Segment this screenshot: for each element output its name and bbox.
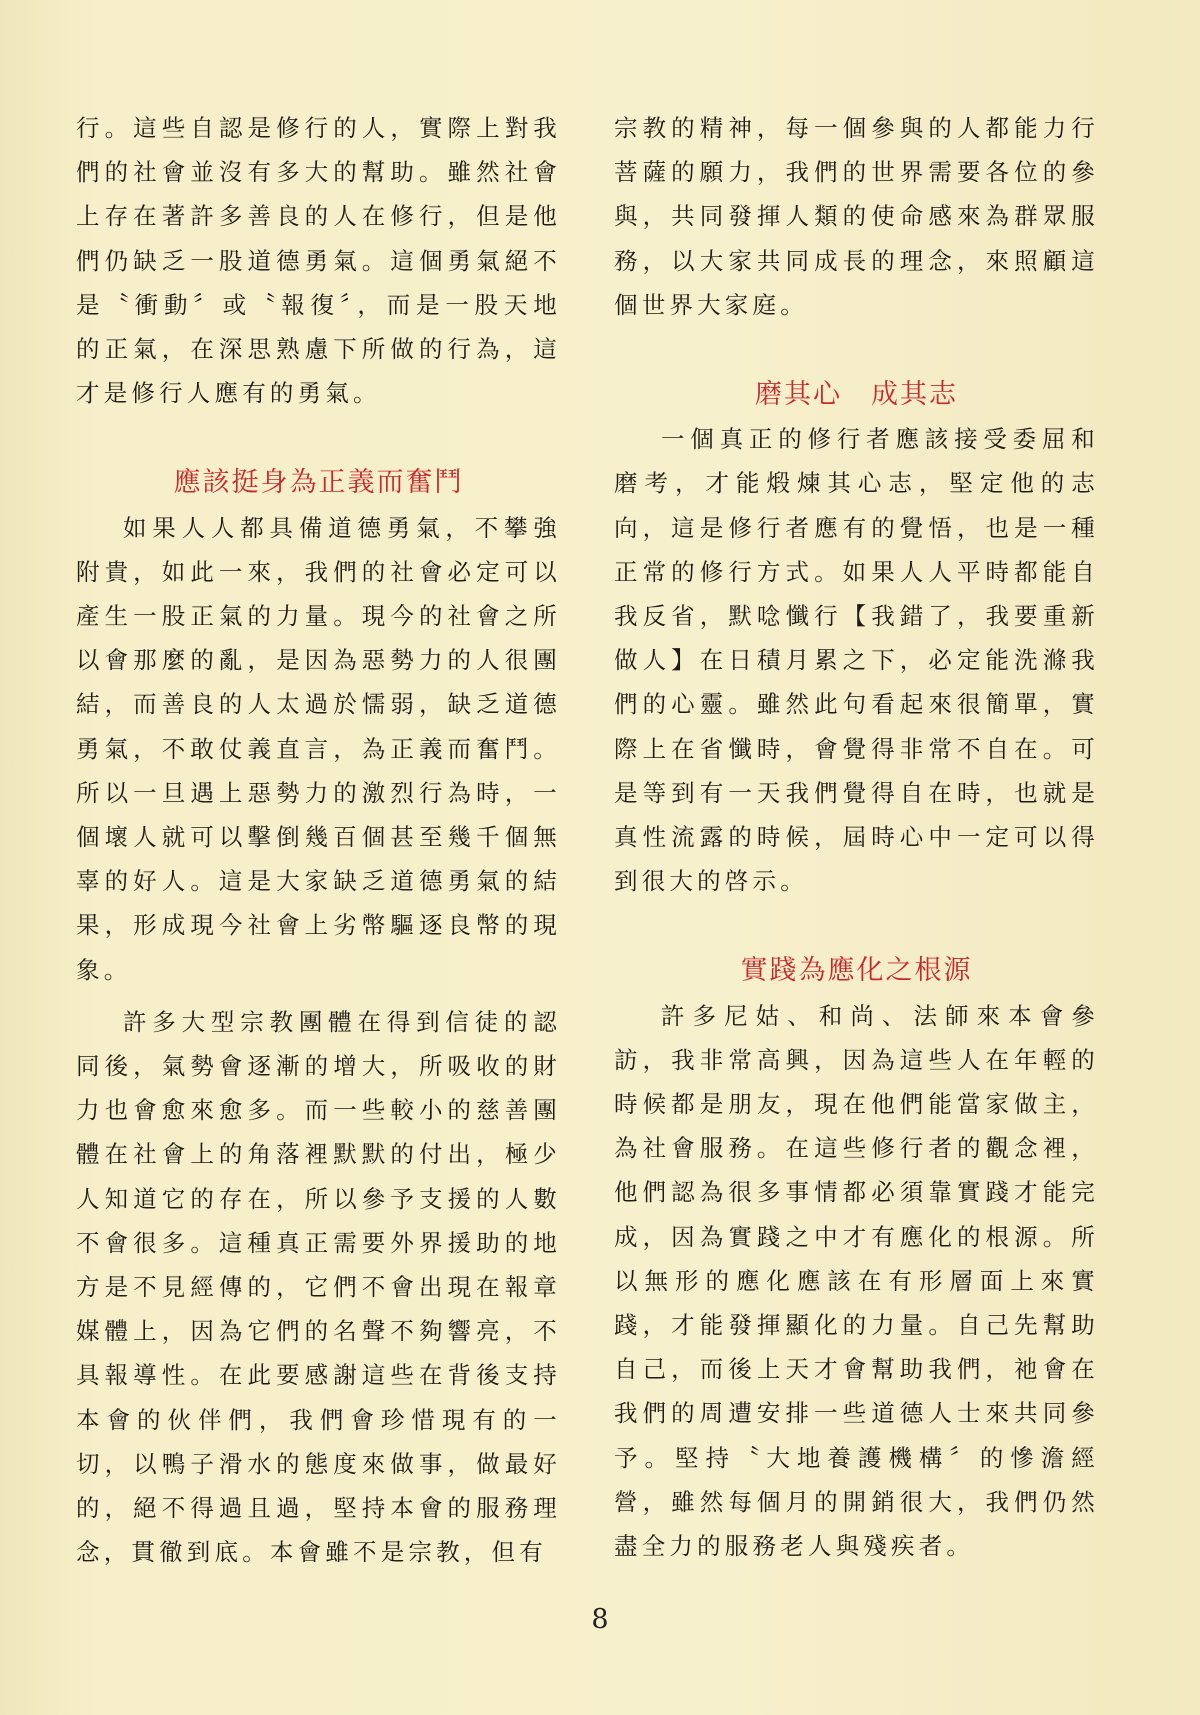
left-column: [76, 106, 561, 1575]
paragraph-practice-origin: 許多尼姑、和尚、法師來本會參訪，我非常高興，因為這些人在年輕的時候都是朋友，現在他們能當家做主，為社會服務。在這些修行者的觀念裡，他們認為很多事情都必須靠實踐才能完成，因為實踐之中才有應化的根源。所以無形的應化應該在有形層面上來實踐，才能發揮顯化的力量。自己先幫助自己，而後上天才會幫助我們，祂會在我們的周遭安排一些道德人士來共同參予。堅持〝大地養護機構〞的慘澹經營，雖然每個月的開銷很大，我們仍然盡全力的服務老人與殘疾者。: [614, 1001, 1099, 1561]
section-heading-justice: 應該挺身為正義而奮鬥: [173, 467, 464, 499]
paragraph-religious-spirit: 宗教的精神，每一個參與的人都能力行菩薩的願力，我們的世界需要各位的參與，共同發揮人類的使命感來為群眾服務，以大家共同成長的理念，來照顧這個世界大家庭。: [614, 114, 1099, 319]
paragraph-charity-groups: 許多大型宗教團體在得到信徒的認同後，氣勢會逐漸的增大，所吸收的財力也會愈來愈多。而一些較小的慈善團體在社會上的角落裡默默的付出，極少人知道它的存在，所以參予支援的人數不會很多。這種真正需要外界援助的地方是不見經傳的，它們不會出現在報章媒體上，因為它們的名聲不夠響亮，不具報導性。在此要感謝這些在背後支持本會的伙伴們，我們會珍惜現有的一切，以鴨子滑水的態度來做事，做最好的，絕不得過且過，堅持本會的服務理念，貫徹到底。本會雖不是宗教，但有: [76, 1007, 561, 1567]
right-column: [614, 106, 1099, 1568]
section-heading-practice: 實踐為應化之根源: [740, 955, 973, 987]
paragraph-cultivation-courage: 行。這些自認是修行的人，實際上對我們的社會並沒有多大的幫助。雖然社會上存在著許多善良的人在修行，但是他們仍缺乏一股道德勇氣。這個勇氣絕不是〝衝動〞或〝報復〞，而是一股天地的正氣，在深思熟慮下所做的行為，這才是修行人應有的勇氣。: [76, 114, 561, 408]
page-number: 8: [591, 1604, 609, 1635]
paragraph-moral-courage: 如果人人都具備道德勇氣，不攀強附貴，如此一來，我們的社會必定可以產生一股正氣的力量。現今的社會之所以會那麼的亂，是因為惡勢力的人很團結，而善良的人太過於懦弱，缺乏道德勇氣，不敢仗義直言，為正義而奮鬥。所以一旦遇上惡勢力的激烈行為時，一個壞人就可以擊倒幾百個甚至幾千個無辜的好人。這是大家缺乏道德勇氣的結果，形成現今社會上劣幣驅逐良幣的現象。: [76, 513, 561, 984]
section-heading-temper-mind: 磨其心 成其志: [755, 379, 958, 411]
paragraph-true-practitioner: 一個真正的修行者應該接受委屈和磨考，才能煅煉其心志，堅定他的志向，這是修行者應有的覺悟，也是一種正常的修行方式。如果人人平時都能自我反省，默唸懺行【我錯了，我要重新做人】在日積月累之下，必定能洗滌我們的心靈。雖然此句看起來很簡單，實際上在省懺時，會覺得非常不自在。可是等到有一天我們覺得自在時，也就是真性流露的時候，屆時心中一定可以得到很大的啓示。: [614, 425, 1099, 896]
